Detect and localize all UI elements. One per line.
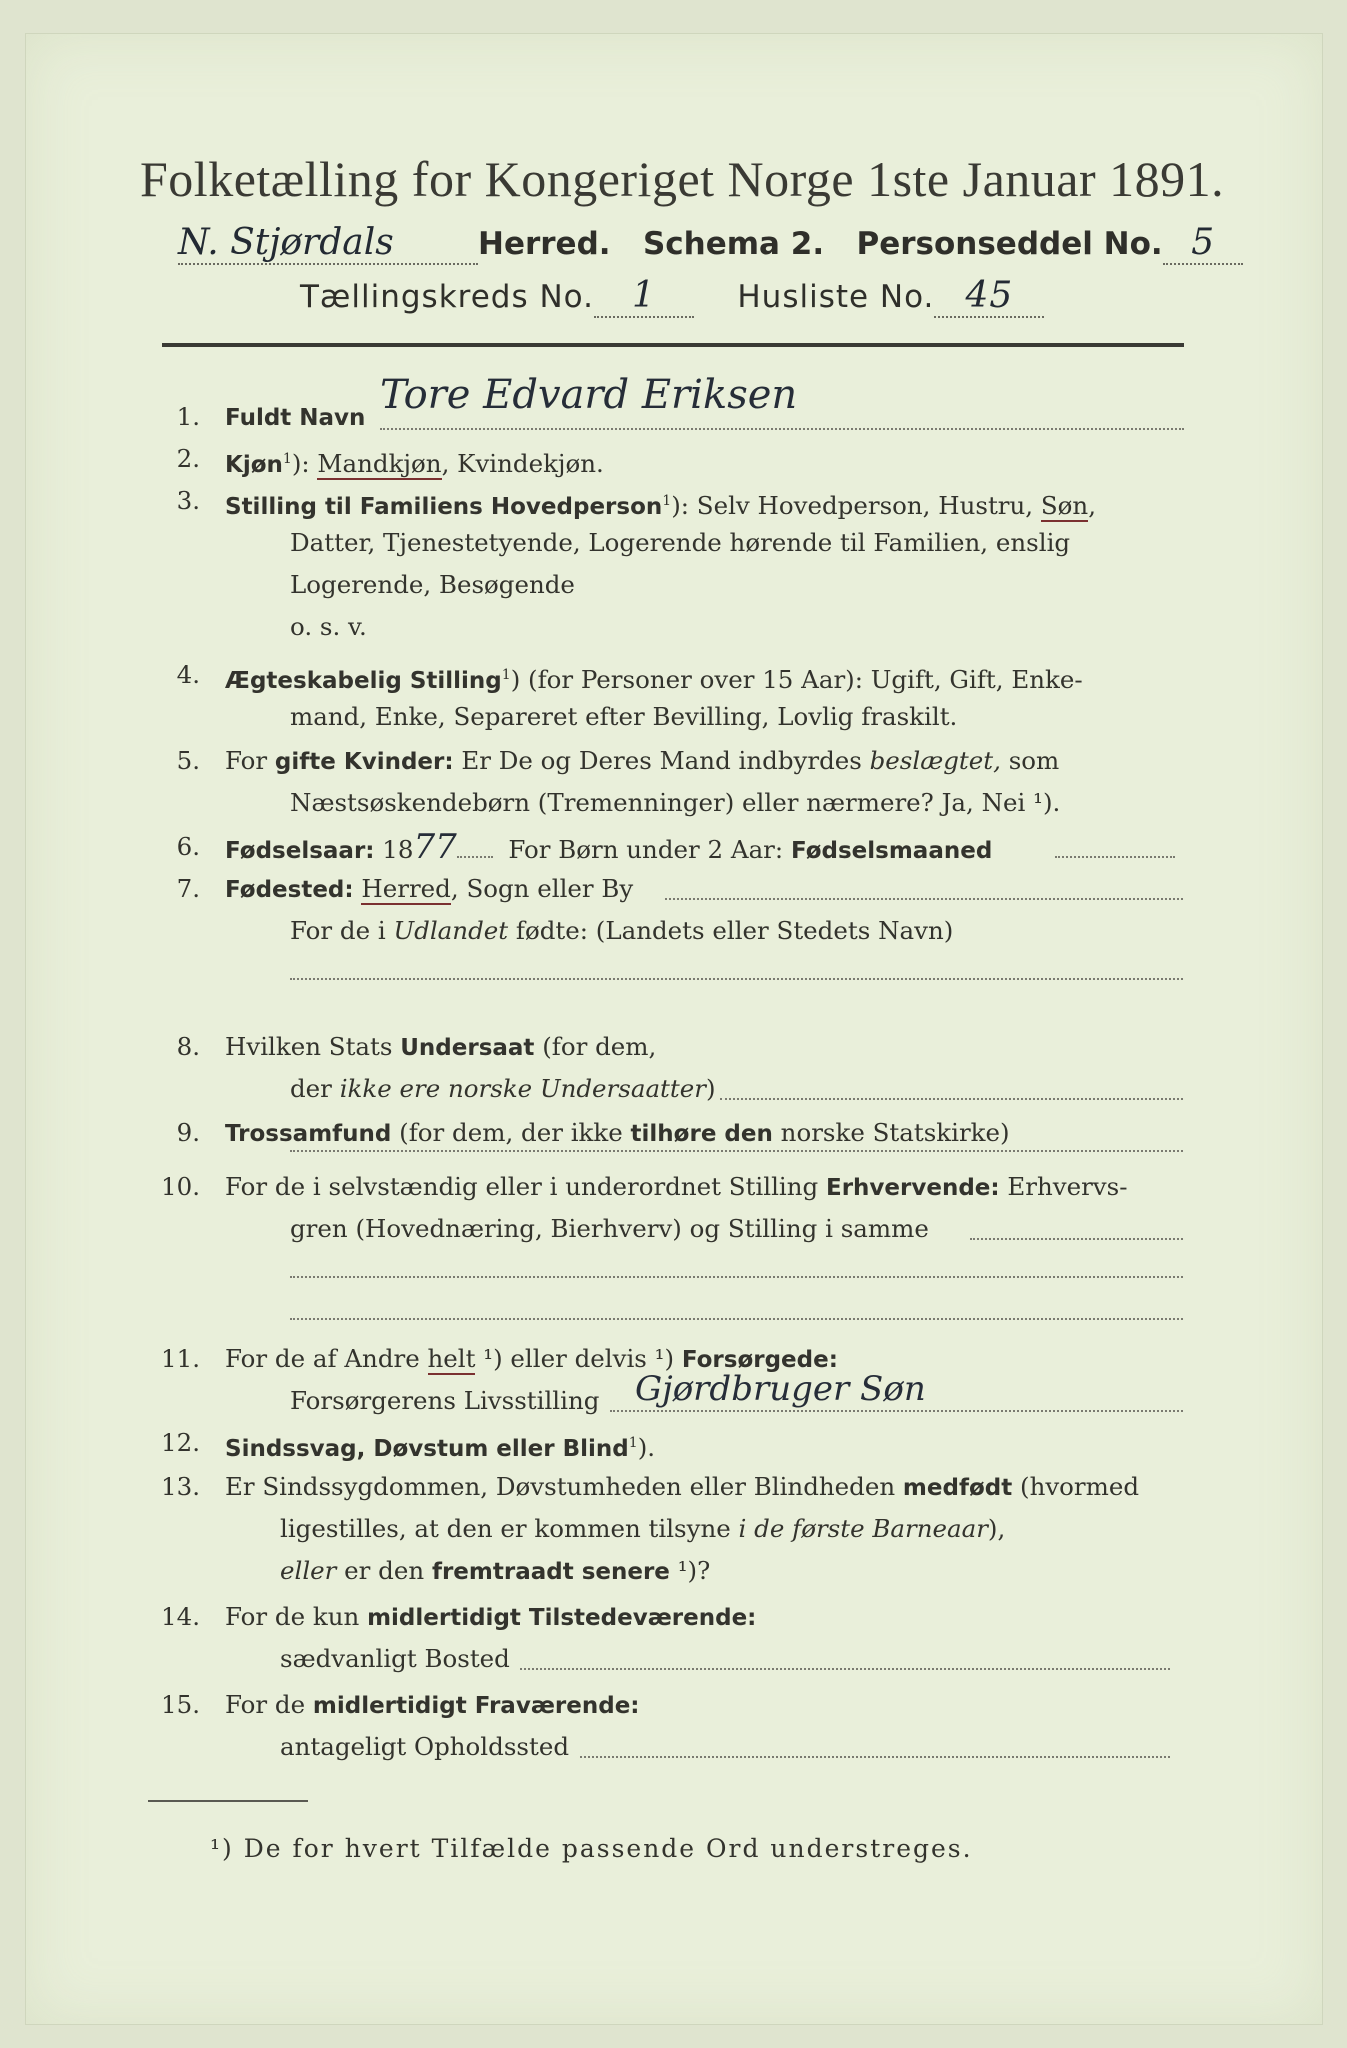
- full-name-value: Tore Edvard Eriksen: [380, 372, 798, 418]
- form-title: Folketælling for Kongeriget Norge 1ste Januar 1891.: [140, 151, 1225, 207]
- personseddel-label: Personseddel No.: [856, 226, 1163, 262]
- option-text: norske Statskirke): [772, 1118, 1010, 1147]
- fill-line: [610, 1410, 1183, 1412]
- item-label: Trossamfund: [225, 1121, 392, 1147]
- husliste-value: 45: [934, 275, 1044, 318]
- item-label: midlertidigt Tilstedeværende:: [367, 1605, 757, 1631]
- option-text: (hvormed: [1012, 1472, 1140, 1501]
- item-label: fremtraadt senere: [431, 1559, 670, 1585]
- item-number: 10.: [161, 1172, 200, 1201]
- option-text: ,: [1088, 491, 1097, 521]
- option-text: ¹) eller delvis ¹): [475, 1344, 682, 1373]
- fill-line: [290, 1150, 1183, 1152]
- item-number: 2.: [176, 444, 200, 473]
- header-line-kreds: [300, 275, 1044, 318]
- option-text: ),: [987, 1514, 1006, 1543]
- italic-text: eller: [280, 1556, 337, 1585]
- option-text: er den: [336, 1556, 432, 1585]
- item-number: 3.: [176, 486, 200, 515]
- item-label: Fuldt Navn: [225, 405, 366, 431]
- option-text: For de af Andre: [225, 1344, 428, 1373]
- option-text: For de i: [290, 916, 394, 945]
- fill-line: [290, 1276, 1183, 1278]
- fill-line: [580, 1756, 1170, 1758]
- italic-text: Udlandet: [393, 916, 509, 945]
- option-text: ) (for Personer over 15 Aar): Ugift, Gift, Enke-: [510, 665, 1083, 695]
- item-label: Fødselsaar:: [225, 838, 375, 864]
- item-label: Erhvervende:: [826, 1175, 1000, 1201]
- fill-line: [380, 428, 1184, 430]
- option-text: For de kun: [225, 1602, 368, 1631]
- option-text: , Sogn eller By: [450, 874, 634, 903]
- item-4-line-2: mand, Enke, Separeret efter Bevilling, Lovlig fraskilt.: [290, 702, 958, 731]
- kreds-value: 1: [594, 275, 694, 318]
- item-number: 9.: [176, 1118, 200, 1147]
- item-number: 4.: [176, 660, 200, 689]
- herred-label: Herred.: [478, 226, 611, 262]
- item-3-line-4: o. s. v.: [290, 612, 367, 641]
- item-number: 1.: [176, 402, 200, 431]
- item-number: 7.: [176, 874, 200, 903]
- item-label: Forsørgede:: [681, 1347, 838, 1373]
- footnote-marker: 1: [628, 1435, 638, 1451]
- item-number: 5.: [176, 746, 200, 775]
- option-text: Erhvervs-: [999, 1172, 1128, 1201]
- option-text: ): Selv Hovedperson, Hustru,: [671, 491, 1041, 521]
- item-label: midlertidigt Fraværende:: [312, 1693, 640, 1719]
- footnote-divider: [148, 1800, 308, 1802]
- fill-line: [290, 1318, 1183, 1320]
- item-number: 14.: [161, 1602, 200, 1631]
- option-text: Er Sindssygdommen, Døvstumheden eller Blindheden: [225, 1472, 903, 1501]
- item-number: 12.: [161, 1428, 200, 1457]
- option-text: For de i selvstændig eller i underordnet Stilling: [225, 1172, 826, 1201]
- item-label: Fødested:: [225, 877, 354, 903]
- header-line-herred: [178, 222, 1243, 265]
- italic-text: ikke ere norske Undersaatter: [339, 1074, 706, 1103]
- item-number: 11.: [161, 1344, 200, 1373]
- option-text: For de: [225, 1690, 313, 1719]
- fill-line: [1055, 856, 1175, 858]
- item-label: tilhøre den: [630, 1121, 773, 1147]
- item-number: 13.: [161, 1472, 200, 1501]
- item-3-line-3: Logerende, Besøgende: [290, 570, 575, 599]
- item-label: Undersaat: [400, 1035, 535, 1061]
- item-10-line-2: gren (Hovednæring, Bierhverv) og Stilling i samme: [290, 1214, 929, 1243]
- item-15-line-2: antageligt Opholdssted: [280, 1732, 569, 1761]
- item-label: gifte Kvinder:: [274, 749, 454, 775]
- item-label: Kjøn: [225, 452, 283, 479]
- fill-line: [970, 1238, 1183, 1240]
- footnote: ¹) De for hvert Tilfælde passende Ord understreges.: [210, 1834, 973, 1863]
- option-text: der: [290, 1074, 340, 1103]
- kreds-label: Tællingskreds No.: [300, 279, 594, 315]
- item-5-line-2: Næstsøskendebørn (Tremenninger) eller nærmere? Ja, Nei ¹).: [290, 788, 1061, 817]
- underlined-option: helt: [427, 1344, 476, 1373]
- year-prefix: 18: [374, 835, 414, 864]
- footnote-marker: 1: [662, 493, 672, 509]
- header-divider: [162, 343, 1184, 347]
- schema-label: Schema 2.: [642, 226, 825, 262]
- item-3-line-2: Datter, Tjenestetyende, Logerende hørende til Familien, enslig: [290, 528, 1071, 557]
- item-label: medfødt: [902, 1475, 1013, 1501]
- footnote-marker: 1: [282, 451, 292, 467]
- item-label: Fødselsmaaned: [790, 838, 993, 864]
- personseddel-value: 5: [1163, 222, 1243, 265]
- option-text: ligestilles, at den er kommen tilsyne: [280, 1514, 739, 1543]
- option-text: som: [1000, 746, 1060, 775]
- option-text: ).: [637, 1433, 656, 1463]
- item-number: 8.: [176, 1032, 200, 1061]
- herred-value: N. Stjørdals: [178, 222, 478, 265]
- option-text: , Kvindekjøn.: [441, 449, 604, 479]
- fill-line: [665, 898, 1183, 900]
- option-text: fødte: (Landets eller Stedets Navn): [508, 916, 954, 945]
- item-number: 15.: [161, 1690, 200, 1719]
- option-text: For: [225, 746, 275, 775]
- option-text: (for dem,: [534, 1032, 657, 1061]
- item-label: Stilling til Familiens Hovedperson: [225, 494, 663, 521]
- option-text: Er De og Deres Mand indbyrdes: [453, 746, 870, 775]
- item-11-line-2: Forsørgerens Livsstilling: [290, 1386, 600, 1415]
- option-text: Hvilken Stats: [225, 1032, 401, 1061]
- item-label: Ægteskabelig Stilling: [225, 668, 502, 695]
- fill-line: [520, 1668, 1170, 1670]
- provider-occupation-value: Gjørdbruger Søn: [635, 1369, 926, 1409]
- option-text: ¹)?: [669, 1556, 711, 1585]
- item-number: 6.: [176, 832, 200, 861]
- fill-line: [290, 978, 1183, 980]
- husliste-label: Husliste No.: [737, 279, 935, 315]
- italic-text: i de første Barneaar: [738, 1514, 988, 1543]
- footnote-marker: 1: [501, 667, 511, 683]
- option-text: (for dem, der ikke: [391, 1118, 631, 1147]
- census-form: [26, 34, 1322, 2024]
- italic-text: beslægtet,: [869, 746, 1001, 775]
- underlined-option: Søn: [1040, 491, 1089, 521]
- item-14-line-2: sædvanligt Bosted: [280, 1644, 510, 1673]
- item-label: Sindssvag, Døvstum eller Blind: [225, 1436, 629, 1463]
- birth-year-value: 77: [413, 827, 457, 867]
- fill-line: [720, 1098, 1183, 1100]
- option-text: For Børn under 2 Aar:: [508, 835, 791, 864]
- underlined-option: Mandkjøn: [317, 449, 442, 479]
- underlined-option: Herred: [361, 874, 451, 903]
